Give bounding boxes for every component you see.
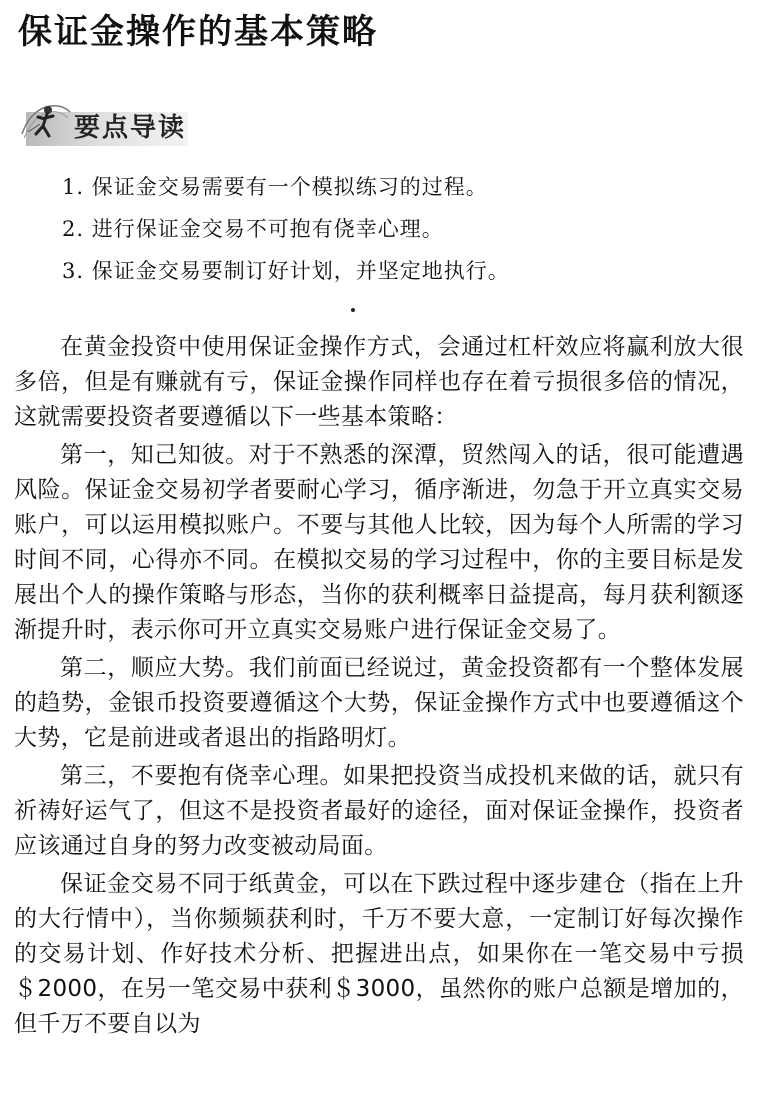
- paragraph: 第一，知己知彼。对于不熟悉的深潭，贸然闯入的话，很可能遭遇风险。保证金交易初学者要耐心学习，循序渐进，勿急于开立真实交易账户，可以运用模拟账户。不要与其他人比较，因为每个人所需的学习时间不同，心得亦不同。在模拟交易的学习过程中，你的主要目标是发展出个人的操作策略与形态，当你的获利概率日益提高，每月获利额逐渐提升时，表示你可开立真实交易账户进行保证金交易了。: [14, 442, 744, 643]
- paragraph: 在黄金投资中使用保证金操作方式，会通过杠杆效应将赢利放大很多倍，但是有赚就有亏，保证金操作同样也存在着亏损很多倍的情况，这就需要投资者要遵循以下一些基本策略：: [14, 334, 744, 430]
- key-point-item: 2. 进行保证金交易不可抱有侥幸心理。: [62, 217, 444, 241]
- key-points-banner: [18, 94, 190, 154]
- paragraph: 保证金交易不同于纸黄金，可以在下跌过程中逐步建仓（指在上升的大行情中），当你频频获利时，千万不要大意，一定制订好每次操作的交易计划、作好技术分析、把握进出点，如果你在一笔交易中亏损＄2000，在另一笔交易中获利＄3000，虽然你的账户总额是增加的，但千万不要自以为: [14, 871, 744, 1037]
- stray-dot-mark: [351, 308, 355, 312]
- banner-label: 要点导读: [74, 113, 187, 143]
- paragraph: 第三，不要抱有侥幸心理。如果把投资当成投机来做的话，就只有祈祷好运气了，但这不是投资者最好的途径，面对保证金操作，投资者应该通过自身的努力改变被动局面。: [14, 763, 744, 859]
- key-point-item: 3. 保证金交易要制订好计划，并坚定地执行。: [62, 259, 510, 283]
- paragraph: 第二，顺应大势。我们前面已经说过，黄金投资都有一个整体发展的趋势，金银币投资要遵循这个大势，保证金操作方式中也要遵循这个大势，它是前进或者退出的指路明灯。: [14, 655, 744, 751]
- body-text: [14, 330, 744, 1045]
- key-points-list: [62, 166, 712, 292]
- running-figure-icon: [18, 94, 74, 150]
- key-point-item: 1. 保证金交易需要有一个模拟练习的过程。: [62, 175, 488, 199]
- page-title: 保证金操作的基本策略: [18, 12, 378, 52]
